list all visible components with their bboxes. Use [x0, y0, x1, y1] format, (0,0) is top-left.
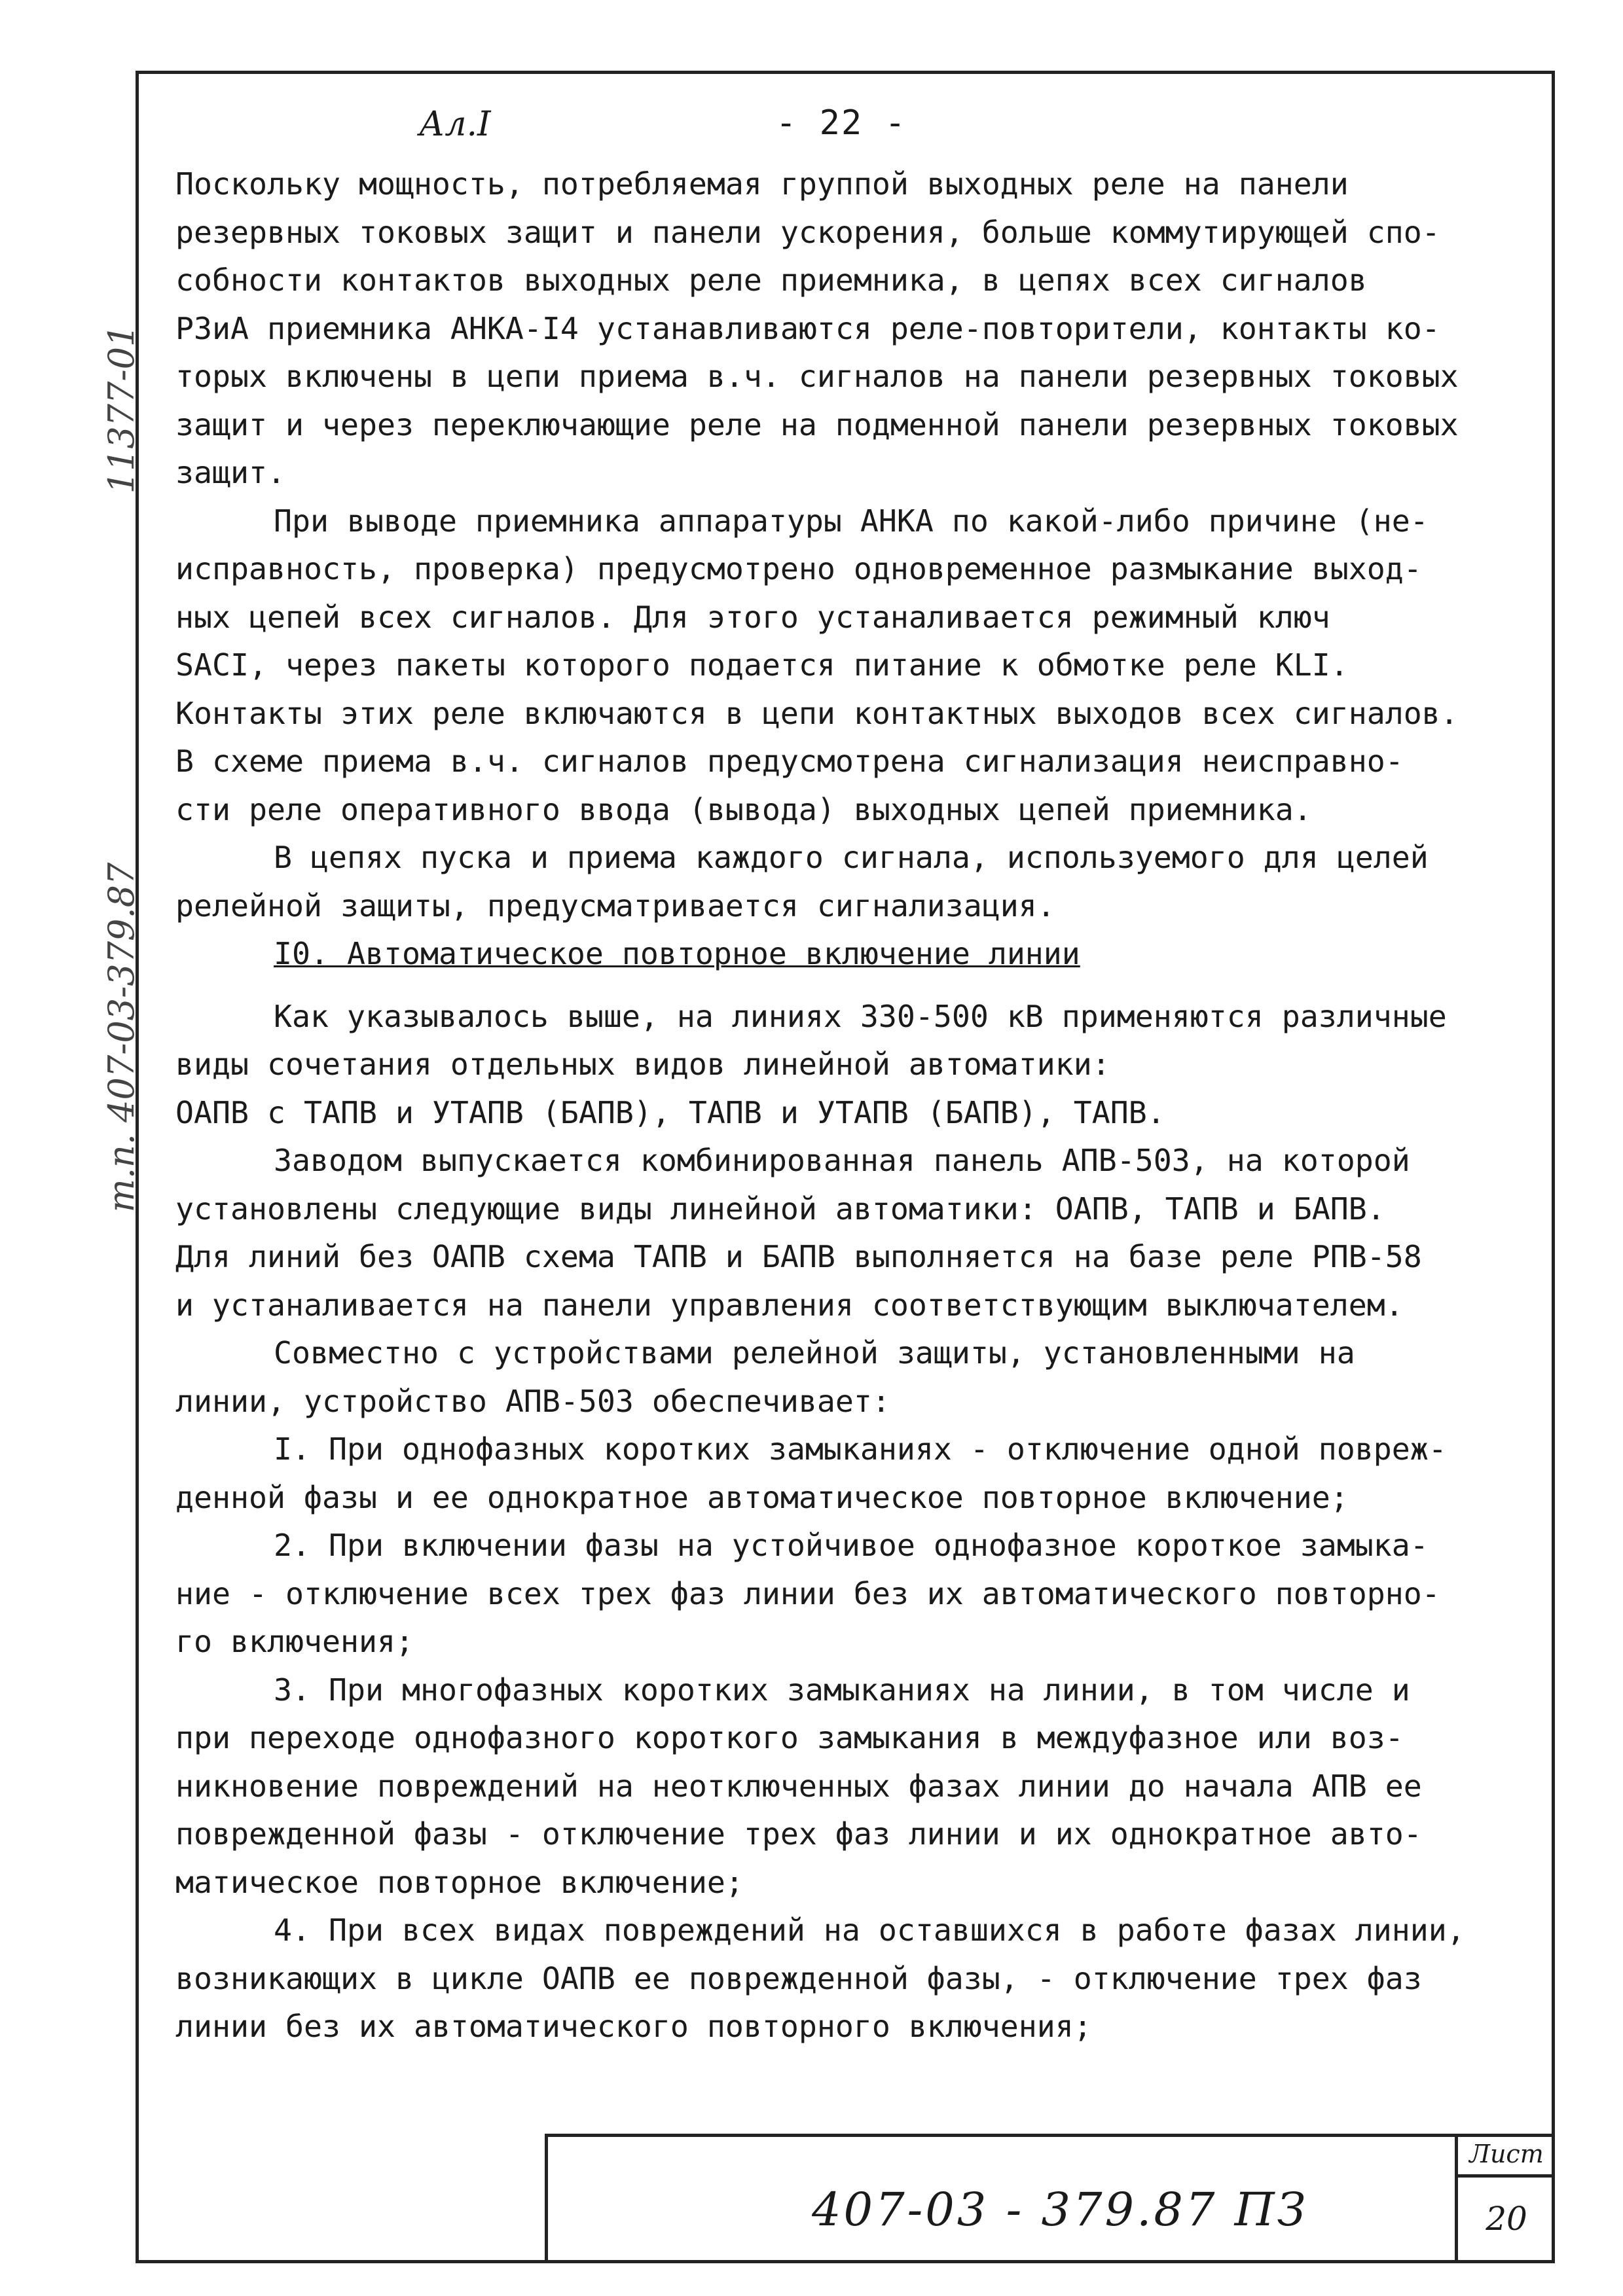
text-line: ОАПВ с ТАПВ и УТАПВ (БАПВ), ТАПВ и УТАПВ (БАПВ), ТАПВ.: [175, 1094, 1165, 1130]
text-line: резервных токовых защит и панели ускорения, больше коммутирующей спо-: [175, 214, 1440, 250]
sheet-box-number: 20: [1486, 2200, 1527, 2238]
text-line: Заводом выпускается комбинированная панель АПВ-503, на которой: [274, 1143, 1410, 1178]
text-line: Для линий без ОАПВ схема ТАПВ и БАПВ выполняется на базе реле РПВ-58: [175, 1239, 1422, 1274]
text-line: SACI, через пакеты которого подается питание к обмотке реле KLI.: [175, 647, 1349, 683]
text-line: го включения;: [175, 1624, 414, 1659]
text-line: Как указывалось выше, на линиях 330-500 кВ применяются различные: [274, 998, 1447, 1034]
text-line: при переходе однофазного короткого замыкания в междуфазное или воз-: [175, 1720, 1404, 1755]
section-heading: I0. Автоматическое повторное включение линии: [274, 936, 1080, 971]
text-line: сти реле оперативного ввода (вывода) выходных цепей приемника.: [175, 791, 1312, 827]
text-line: 4. При всех видах повреждений на оставшихся в работе фазах линии,: [274, 1912, 1465, 1948]
text-line: никновение повреждений на неотключенных фазах линии до начала АПВ ее: [175, 1768, 1422, 1804]
text-line: и устаналивается на панели управления соответствующим выключателем.: [175, 1287, 1404, 1323]
text-line: Совместно с устройствами релейной защиты, установленными на: [274, 1335, 1355, 1371]
page-number: - 22 -: [776, 103, 907, 143]
text-line: матическое повторное включение;: [175, 1864, 744, 1900]
text-line: торых включены в цепи приема в.ч. сигналов на панели резервных токовых: [175, 359, 1459, 394]
sheet-label: Ал.I: [419, 105, 491, 144]
text-line: релейной защиты, предусматривается сигнализация.: [175, 888, 1055, 924]
text-line: Контакты этих реле включаются в цепи контактных выходов всех сигналов.: [175, 695, 1459, 731]
text-line: РЗиА приемника АНКА-I4 устанавливаются реле-повторители, контакты ко-: [175, 310, 1440, 346]
text-line: I. При однофазных коротких замыканиях - отключение одной повреж-: [274, 1431, 1447, 1467]
text-line: возникающих в цикле ОАПВ ее поврежденной фазы, - отключение трех фаз: [175, 1960, 1422, 1996]
text-line: ных цепей всех сигналов. Для этого устаналивается режимный ключ: [175, 599, 1330, 635]
sheet-box-label: Лист: [1458, 2134, 1555, 2178]
text-line: линии, устройство АПВ-503 обеспечивает:: [175, 1383, 890, 1419]
text-line: В схеме приема в.ч. сигналов предусмотрена сигнализация неисправно-: [175, 744, 1404, 779]
sheet-box: [1455, 2134, 1555, 2263]
text-line: линии без их автоматического повторного включения;: [175, 2009, 1092, 2044]
text-line: денной фазы и ее однократное автоматическое повторное включение;: [175, 1479, 1349, 1515]
text-line: установлены следующие виды линейной автоматики: ОАПВ, ТАПВ и БАПВ.: [175, 1191, 1385, 1227]
margin-note-top: 11377-01: [100, 324, 142, 494]
text-line: 2. При включении фазы на устойчивое однофазное короткое замыка-: [274, 1528, 1429, 1563]
body-text: [175, 160, 1547, 2051]
text-line: В цепях пуска и приема каждого сигнала, используемого для целей: [274, 840, 1429, 875]
margin-note-bottom: т.п. 407-03-379.87: [100, 862, 142, 1213]
text-line: защит.: [175, 455, 285, 490]
text-line: поврежденной фазы - отключение трех фаз линии и их однократное авто-: [175, 1816, 1422, 1852]
text-line: ние - отключение всех трех фаз линии без их автоматического повторно-: [175, 1575, 1440, 1611]
text-line: 3. При многофазных коротких замыканиях на линии, в том числе и: [274, 1672, 1410, 1708]
text-line: собности контактов выходных реле приемника, в цепях всех сигналов: [175, 262, 1367, 298]
text-line: виды сочетания отдельных видов линейной автоматики:: [175, 1047, 1110, 1082]
text-line: исправность, проверка) предусмотрено одновременное размыкание выход-: [175, 551, 1422, 586]
text-line: При выводе приемника аппаратуры АНКА по какой-либо причине (не-: [274, 503, 1429, 539]
text-line: защит и через переключающие реле на подменной панели резервных токовых: [175, 406, 1459, 442]
document-code: 407-03 - 379.87 ПЗ: [812, 2183, 1309, 2236]
text-line: Поскольку мощность, потребляемая группой выходных реле на панели: [175, 166, 1349, 202]
